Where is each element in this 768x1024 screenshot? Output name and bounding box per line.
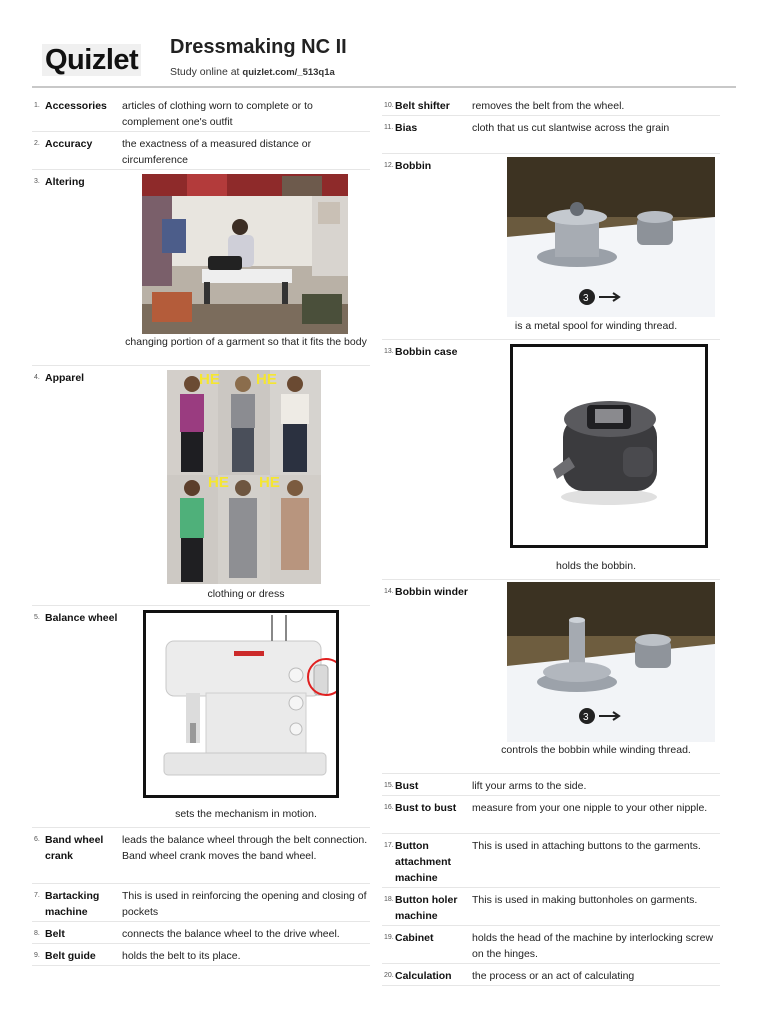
card-number: 4. [34,374,40,381]
apparel-image-label: HE [208,474,229,491]
svg-text:3: 3 [583,712,589,723]
bobbin-case-image [510,344,708,548]
card-number: 14. [384,588,394,595]
card-row [32,828,370,884]
card-definition: holds the head of the machine by interlocking screw on the hinges. [472,932,714,960]
card-row [382,964,720,986]
bobbin-image [507,157,715,317]
card-term: Belt [45,928,65,940]
tailor-workshop-image [142,174,348,334]
card-term: Accuracy [45,138,93,150]
card-row [382,580,720,774]
card-term: Balance wheel [45,612,118,624]
card-number: 3. [34,178,40,185]
card-row [32,170,370,366]
card-row [382,774,720,796]
card-definition: removes the belt from the wheel. [472,100,625,112]
card-term: Apparel [45,372,85,384]
card-row [32,132,370,170]
card-row [32,884,370,922]
card-definition: articles of clothing worn to complete or to complement one's outfit [122,100,313,128]
card-number: 20. [384,972,394,979]
card-term: Bobbin [395,160,432,172]
card-definition: This is used in making buttonholes on garments. [472,894,698,906]
card-list-right [382,94,720,986]
apparel-image-label: HE [199,371,220,388]
card-term: Bust to bust [395,802,457,814]
apparel-image-label: HE [256,371,277,388]
card-definition: This is used in reinforcing the opening and closing of pockets [122,890,367,918]
card-number: 12. [384,162,394,169]
card-term: Altering [45,176,85,188]
card-definition: is a metal spool for winding thread. [514,320,678,332]
page-title: Dressmaking NC II [170,36,347,58]
card-definition: controls the bobbin while winding thread. [501,744,691,756]
page-header [0,0,768,88]
apparel-collage-image [167,370,321,584]
bobbin-winder-image [507,582,715,742]
card-row [32,94,370,132]
card-row [382,834,720,888]
card-definition: measure from your one nipple to your other nipple. [472,802,708,814]
card-number: 18. [384,896,394,903]
card-term: Button holer machine [395,894,458,922]
card-row [382,926,720,964]
card-list-left [32,94,370,966]
sewing-machine-image [143,610,339,798]
card-term: Bias [395,122,418,134]
card-row [32,366,370,606]
card-number: 11. [384,124,394,131]
card-definition: clothing or dress [207,588,285,600]
card-row [382,94,720,116]
card-term: Bartacking machine [45,890,100,918]
card-term: Belt shifter [395,100,450,112]
card-row [32,606,370,828]
subtitle-prefix: Study online at [170,66,243,78]
card-definition: leads the balance wheel through the belt connection. Band wheel crank moves the band wheel. [122,834,368,862]
card-row [382,888,720,926]
card-row [382,116,720,154]
card-term: Bobbin winder [395,586,468,598]
card-number: 10. [384,102,394,109]
card-row [382,340,720,580]
quizlet-logo[interactable]: Quizlet [42,44,141,76]
card-number: 13. [384,348,394,355]
card-row [32,922,370,944]
card-definition: holds the bobbin. [556,560,636,572]
apparel-image-label: HE [259,474,280,491]
card-number: 5. [34,614,40,621]
header-divider [32,86,736,88]
card-term: Button attachment machine [395,840,452,884]
study-link[interactable]: quizlet.com/_513q1a [242,67,335,78]
card-term: Band wheel crank [45,834,104,862]
card-number: 19. [384,934,394,941]
card-row [382,796,720,834]
card-number: 7. [34,892,40,899]
card-number: 2. [34,140,40,147]
card-definition: the process or an act of calculating [472,970,635,982]
card-term: Bust [395,780,419,792]
card-term: Bobbin case [395,346,458,358]
card-number: 6. [34,836,40,843]
card-definition: the exactness of a measured distance or circumference [122,138,312,166]
card-definition: This is used in attaching buttons to the garments. [472,840,701,852]
card-definition: holds the belt to its place. [122,950,241,962]
card-number: 16. [384,804,394,811]
card-term: Belt guide [45,950,96,962]
page-subtitle [170,66,335,78]
card-definition: lift your arms to the side. [472,780,587,792]
card-definition: changing portion of a garment so that it fits the body [125,336,367,348]
card-number: 17. [384,842,394,849]
card-row [32,944,370,966]
card-term: Calculation [395,970,452,982]
card-row [382,154,720,340]
card-number: 8. [34,930,40,937]
card-number: 9. [34,952,40,959]
card-definition: sets the mechanism in motion. [175,808,317,820]
card-term: Cabinet [395,932,434,944]
svg-text:3: 3 [583,293,589,304]
card-definition: connects the balance wheel to the drive wheel. [122,928,340,940]
card-definition: cloth that us cut slantwise across the grain [472,122,670,134]
card-term: Accessories [45,100,107,112]
card-number: 15. [384,782,394,789]
card-number: 1. [34,102,40,109]
